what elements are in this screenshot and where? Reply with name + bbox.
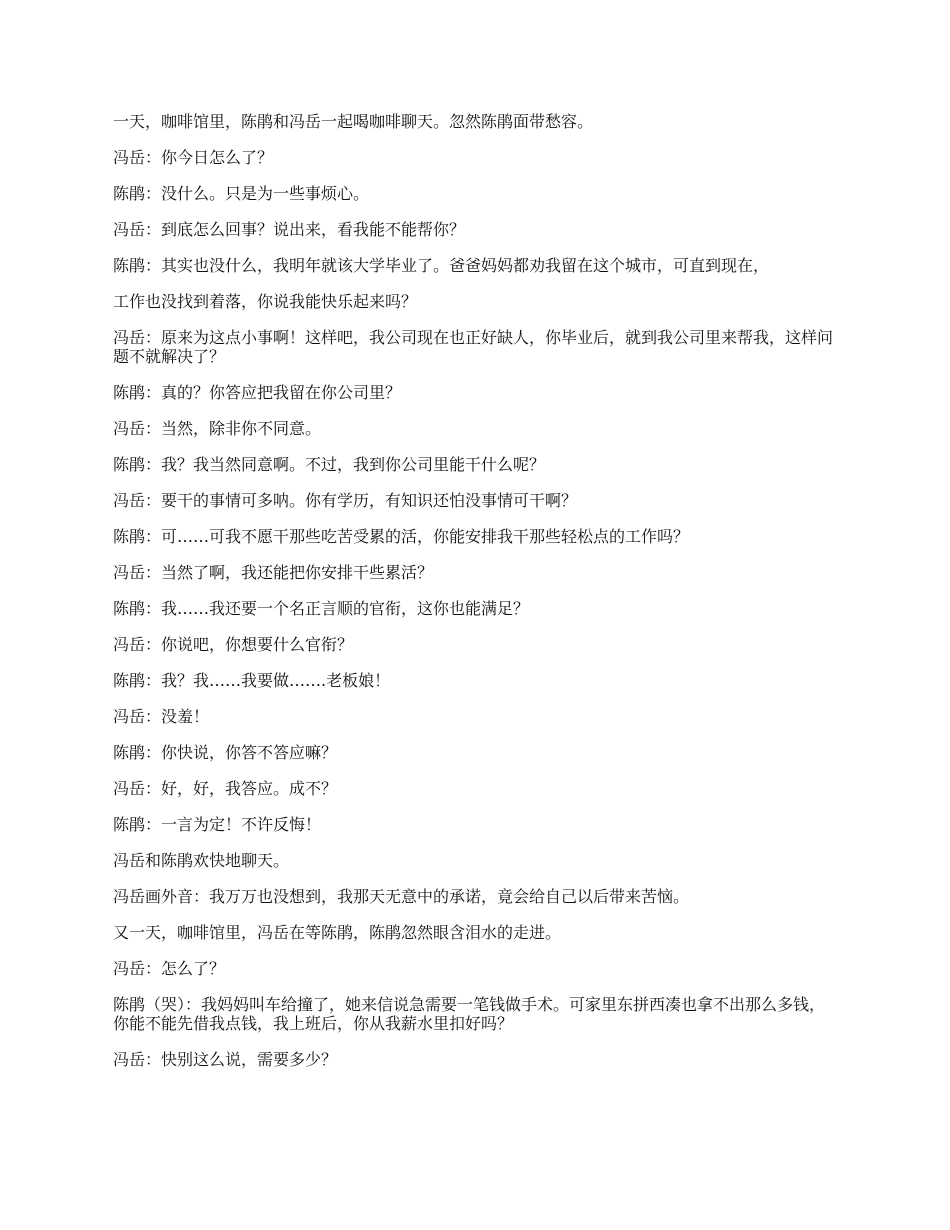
paragraph: 一天，咖啡馆里，陈鹃和冯岳一起喝咖啡聊天。忽然陈鹃面带愁容。 (113, 112, 594, 131)
paragraph: 冯岳：原来为这点小事啊！这样吧，我公司现在也正好缺人，你毕业后，就到我公司里来帮我，这样问题不就解决了？ (113, 328, 834, 366)
paragraph: 冯岳：怎么了？ (113, 959, 226, 978)
paragraph: 陈鹃：我……我还要一个名正言顺的官衔，这你也能满足？ (113, 599, 530, 618)
paragraph: 陈鹃：我？我……我要做…….老板娘！ (113, 671, 391, 690)
paragraph: 冯岳：当然，除非你不同意。 (113, 419, 322, 438)
paragraph: 陈鹃：你快说，你答不答应嘛？ (113, 743, 338, 762)
paragraph: 冯岳：没羞！ (113, 707, 210, 726)
paragraph: 陈鹃：其实也没什么，我明年就该大学毕业了。爸爸妈妈都劝我留在这个城市，可直到现在， (113, 256, 770, 275)
paragraph: 冯岳：快别这么说，需要多少？ (113, 1050, 338, 1069)
paragraph: 冯岳：到底怎么回事？说出来，看我能不能帮你？ (113, 220, 466, 239)
paragraph: 冯岳：好，好，我答应。成不？ (113, 779, 338, 798)
paragraph: 冯岳：你今日怎么了？ (113, 148, 274, 167)
document-body (113, 112, 840, 1086)
paragraph: 陈鹃：真的？你答应把我留在你公司里？ (113, 383, 402, 402)
paragraph: 冯岳和陈鹃欢快地聊天。 (113, 851, 290, 870)
paragraph: 又一天，咖啡馆里，冯岳在等陈鹃，陈鹃忽然眼含泪水的走进。 (113, 923, 562, 942)
paragraph: 陈鹃：我？我当然同意啊。不过，我到你公司里能干什么呢？ (113, 455, 546, 474)
paragraph: 冯岳画外音：我万万也没想到，我那天无意中的承诺，竟会给自己以后带来苦恼。 (113, 887, 690, 906)
paragraph: 陈鹃：没什么。只是为一些事烦心。 (113, 184, 370, 203)
paragraph: 冯岳：你说吧，你想要什么官衔？ (113, 635, 354, 654)
paragraph: 工作也没找到着落，你说我能快乐起来吗？ (113, 292, 418, 311)
paragraph: 陈鹃：可……可我不愿干那些吃苦受累的活，你能安排我干那些轻松点的工作吗？ (113, 527, 690, 546)
paragraph: 陈鹃（哭）：我妈妈叫车给撞了，她来信说急需要一笔钱做手术。可家里东拼西凑也拿不出那么多钱，你能不能先借我点钱，我上班后，你从我薪水里扣好吗？ (113, 995, 826, 1033)
paragraph: 陈鹃：一言为定！不许反悔！ (113, 815, 322, 834)
paragraph: 冯岳：要干的事情可多呐。你有学历，有知识还怕没事情可干啊？ (113, 491, 578, 510)
paragraph: 冯岳：当然了啊，我还能把你安排干些累活？ (113, 563, 434, 582)
